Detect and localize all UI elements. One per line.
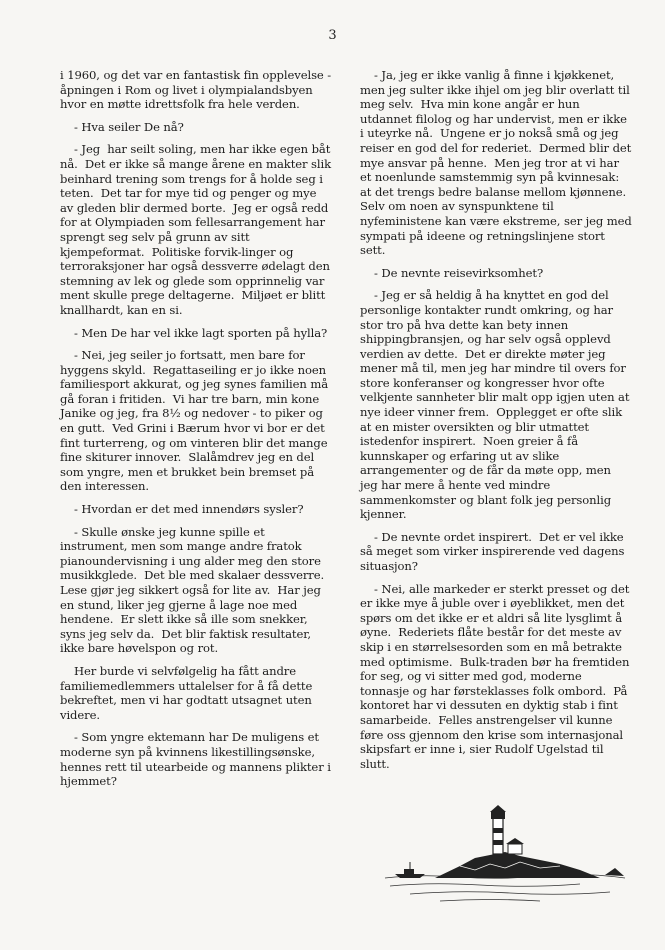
paragraph: - Jeg er så heldig å ha knyttet en god del personlige kontakter rundt omkring, og har stor tro på hva dette kan bety innen shippingbransjen, og har selv også opplevd verdien av dette. Det er direkte møter jeg mener må til, men jeg har mindre til overs for store konferanser og kongresser hvor ofte velkjente sannheter blir malt opp igjen uten at nye ideer vinner frem. Opplegget er ofte slik at en mister oversikten og blir utmattet istedenfor inspirert. Noen greier å få kunnskaper og erfaring ut av slike arrangementer og de får da møte opp, men jeg har mere å hente ved mindre sammenkomster og blant folk jeg personlig kjenner. xyxy=(360,288,634,522)
right-text-column xyxy=(360,68,636,779)
paragraph: - Skulle ønske jeg kunne spille et instrument, men som mange andre fratok pianoundervisning i ung alder meg den store musikkglede. Det ble med skalaer dessverre. Lese gjør jeg sikkert også for lite av. Har jeg en stund, liker jeg gjerne å lage noe med hendene. Er slett ikke så ille som snekker, syns jeg selv da. Det blir faktisk resultater, ikke bare høvelspon og rot. xyxy=(60,524,332,656)
page-number: 3 xyxy=(328,28,337,43)
paragraph: - Ja, jeg er ikke vanlig å finne i kjøkkenet, men jeg sulter ikke ihjel om jeg blir overlatt til meg selv. Hva min kone angår er hun utdannet filolog og har undervist, men er ikke i uteyrke nå. Ungene er jo nokså små og jeg reiser en god del for rederiet. Dermed blir det mye ansvar på henne. Men jeg tror at vi har et noenlunde samstemmig syn på kvinnesak: at det trengs bedre balanse mellom kjønnene. Selv om noen av synspunktene til nyfeministene kan være ekstreme, ser jeg med sympati på ideene og retningslinjene stort sett. xyxy=(360,68,636,258)
paragraph: - Hva seiler De nå? xyxy=(74,119,184,134)
left-text-column xyxy=(60,68,335,797)
paragraph: - De nevnte reisevirksomhet? xyxy=(374,265,544,280)
paragraph: - Nei, alle markeder er sterkt presset og det er ikke mye å juble over i øyeblikket, men det spørs om det ikke er et aldri så lite lysglimt å øyne. Rederiets flåte består for det meste av skip i en størrelsesorden som en må betrakte med optimisme. Bulk-traden bør ha fremtiden for seg, og vi sitter med god, moderne tonnasje og har førsteklasses folk ombord. På kontoret har vi dessuten en dyktig stab i fint samarbeide. Felles anstrengelser vil kunne føre oss gjennom den krise som internasjonal skipsfart er inne i, sier Rudolf Ugelstad til slutt. xyxy=(360,581,633,771)
paragraph: - De nevnte ordet inspirert. Det er vel ikke så meget som virker inspirerende ved dagens situasjon? xyxy=(360,529,628,573)
paragraph: - Nei, jeg seiler jo fortsatt, men bare for hyggens skyld. Regattaseiling er jo ikke noen familiesport akkurat, og jeg synes familien må gå foran i fritiden. Vi har tre barn, min kone Janike og jeg, fra 8½ og nedover - to piker og en gutt. Ved Grini i Bærum hvor vi bor er det fint turterreng, og om vinteren blir det mange fine skiturer innover. Slalåmdrev jeg en del som yngre, men et brukket bein bremset på den interessen. xyxy=(60,348,332,494)
paragraph: - Hvordan er det med innendørs sysler? xyxy=(74,502,304,517)
lighthouse-illustration xyxy=(380,800,630,910)
paragraph: - Som yngre ektemann har De muligens et moderne syn på kvinnens likestillingsønske, hennes rett til utearbeide og mannens plikter i hjemmet? xyxy=(60,730,335,789)
paragraph: - Men De har vel ikke lagt sporten på hylla? xyxy=(74,325,328,340)
paragraph: Her burde vi selvfølgelig ha fått andre familiemedlemmers uttalelser for å få dette bekreftet, men vi har godtatt utsagnet uten videre. xyxy=(60,663,316,722)
paragraph: - Jeg har seilt soling, men har ikke egen båt nå. Det er ikke så mange årene en makter slik beinhard trening som trengs for å holde seg i teten. Det tar for mye tid og penger og mye av gleden blir dermed borte. Jeg er også redd for at Olympiaden som fellesarrangement har sprengt seg selv på grunn av sitt kjempeformat. Politiske forvik-linger og terroraksjoner har også dessverre ødelagt den stemning av lek og glede som opprinnelig var ment skulle prege deltagerne. Miljøet er blitt knallhardt, kan en si. xyxy=(60,142,335,317)
paragraph: i 1960, og det var en fantastisk fin opplevelse - åpningen i Rom og livet i olympialandsbyen hvor en møtte idrettsfolk fra hele verden. xyxy=(60,68,335,112)
